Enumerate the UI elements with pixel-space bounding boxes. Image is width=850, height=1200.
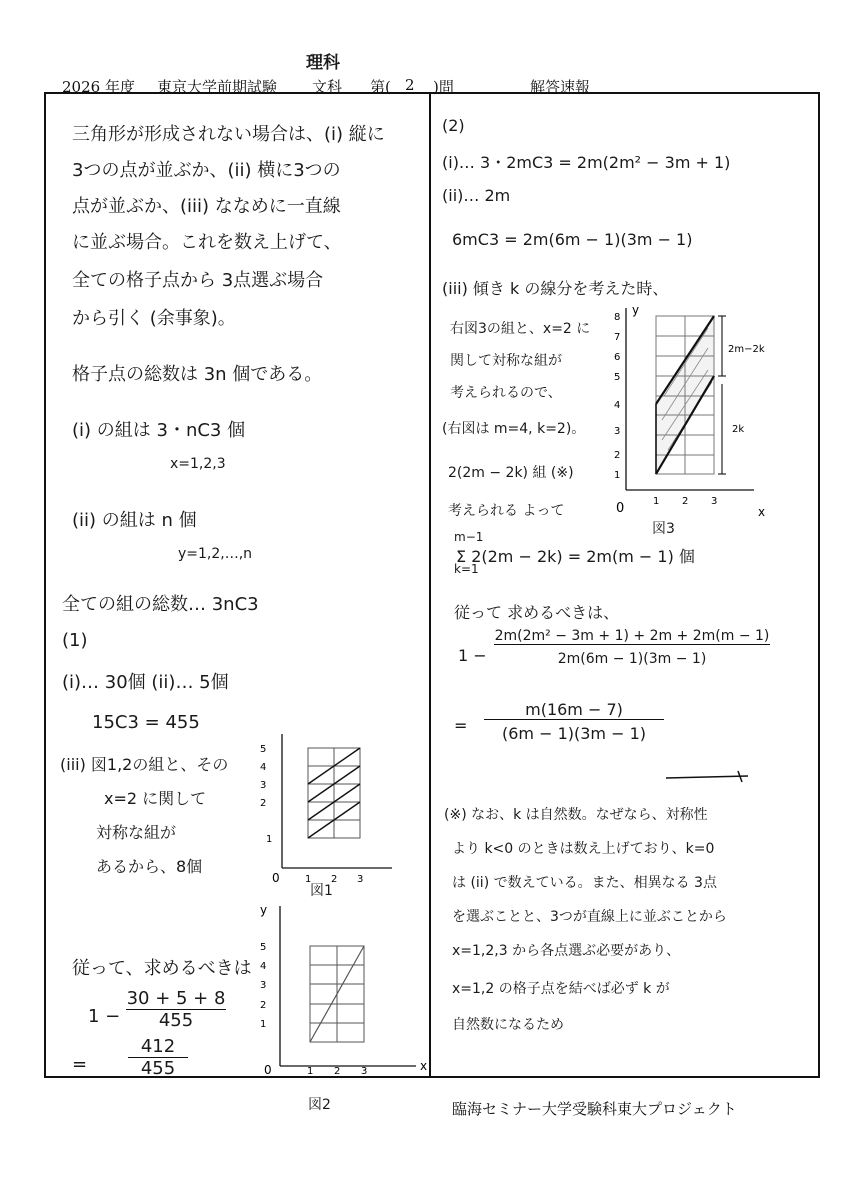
left-conclusion: 従って、求めるべきは (72, 958, 252, 979)
sum-upper-limit: m−1 (454, 530, 484, 544)
fig2-ytick-2: 2 (260, 1000, 267, 1011)
end-mark (664, 770, 754, 784)
left-expr-one: 1 − (88, 1006, 121, 1027)
case-ii: (ii) の組は n 個 (72, 510, 197, 531)
fig1-ytick-3: 3 (260, 780, 267, 791)
fig3-ytick-2: 2 (614, 450, 621, 461)
left-answer-fraction (128, 1036, 188, 1079)
right-answer-fraction (484, 700, 664, 743)
case-ii-note: y=1,2,…,n (178, 546, 253, 562)
sum-lower-limit: k=1 (454, 562, 479, 576)
left-expr-numerator: 30 + 5 + 8 (126, 988, 226, 1009)
fig3-brackets (718, 316, 726, 474)
note-line-5: x=1,2,3 から各点選ぶ必要があり、 (452, 943, 681, 959)
part1-iii-3: 対称な組が (96, 823, 177, 842)
fig1-xtick-3: 3 (357, 874, 364, 885)
fig3-ytick-8: 8 (614, 312, 621, 323)
case-i: (i) の組は 3・nC3 個 (72, 420, 246, 441)
question-suffix: )問 (433, 78, 454, 96)
part1-total: 15C3 = 455 (92, 712, 200, 733)
fig3-text-4: (右図は m=4, k=2)。 (442, 421, 586, 437)
fig3-xtick-2: 2 (682, 496, 689, 507)
fig3-text-6: 考えられる よって (448, 503, 565, 519)
question-number: 2 (405, 76, 415, 94)
fig3-ytick-1: 1 (614, 470, 621, 481)
part1-iii-2: x=2 に関して (104, 789, 207, 808)
right-answer-numerator: m(16m − 7) (525, 700, 623, 719)
note-line-2: より k<0 のときは数え上げており、k=0 (452, 841, 715, 857)
fig3-ytick-6: 6 (614, 352, 621, 363)
total-points: 格子点の総数は 3n 個である。 (72, 364, 323, 385)
fig3-text-3: 考えられるので、 (450, 385, 562, 401)
left-answer-denominator: 455 (128, 1057, 188, 1079)
fig1-ytick-4: 4 (260, 762, 267, 773)
question-prefix: 第( (370, 78, 391, 96)
intro-line-1: 三角形が形成されない場合は、(i) 縦に (72, 124, 385, 145)
footer-credit: 臨海セミナー大学受験科東大プロジェクト (452, 1100, 737, 1118)
note-line-7: 自然数になるため (452, 1017, 564, 1033)
intro-line-3: 点が並ぶか、(iii) ななめに一直線 (72, 196, 341, 217)
intro-line-6: から引く (余事象)。 (72, 308, 236, 329)
right-expr-numerator: 2m(2m² − 3m + 1) + 2m + 2m(m − 1) (494, 628, 770, 644)
fig3-text-5: 2(2m − 2k) 組 (※) (448, 465, 574, 481)
note-line-4: を選ぶことと、3つが直線上に並ぶことから (452, 909, 727, 925)
part2-line-ii: (ii)… 2m (442, 186, 511, 205)
fig2-origin: 0 (264, 1063, 272, 1077)
left-expr-denominator: 455 (126, 1009, 226, 1031)
left-expr-fraction (126, 988, 226, 1031)
right-expr-denominator: 2m(6m − 1)(3m − 1) (494, 644, 770, 667)
fig3-text-2: 関して対称な組が (450, 353, 562, 369)
part2-line-iii: (iii) 傾き k の線分を考えた時、 (442, 279, 669, 298)
part2-label: (2) (442, 116, 465, 135)
sum-expression: Σ 2(2m − 2k) = 2m(m − 1) 個 (456, 547, 695, 566)
fig2-ytick-1: 1 (260, 1019, 267, 1030)
fig1-xtick-1: 1 (305, 874, 312, 885)
fig2-caption: 図2 (308, 1097, 331, 1113)
left-eq: = (72, 1054, 88, 1075)
intro-line-5: 全ての格子点から 3点選ぶ場合 (72, 270, 324, 291)
note-line-1: (※) なお、k は自然数。なぜなら、対称性 (444, 807, 708, 823)
fig3-caption: 図3 (652, 521, 675, 537)
part2-line-total: 6mC3 = 2m(6m − 1)(3m − 1) (452, 230, 693, 249)
exam-year: 2026 年度 (62, 78, 135, 96)
part1-counts: (i)… 30個 (ii)… 5個 (62, 672, 229, 693)
fig2-y-label: y (260, 903, 268, 917)
part1-iii-1: (iii) 図1,2の組と、その (60, 755, 229, 774)
fig1-ytick-1: 1 (266, 834, 273, 845)
fig1-ytick-5: 5 (260, 744, 267, 755)
fig1-caption: 図1 (310, 883, 333, 899)
left-answer-numerator: 412 (140, 1036, 176, 1057)
fig3-ytick-3: 3 (614, 426, 621, 437)
fig2-ytick-3: 3 (260, 980, 267, 991)
fig3-y-label: y (632, 303, 640, 317)
fig3-ytick-4: 4 (614, 400, 621, 411)
fig3-origin: 0 (616, 501, 625, 516)
fig2-xtick-1: 1 (307, 1066, 314, 1077)
right-conclusion: 従って 求めるべきは、 (454, 603, 620, 622)
right-expr-one: 1 − (458, 646, 487, 665)
fig2-xtick-3: 3 (361, 1066, 368, 1077)
fig1-ytick-2: 2 (260, 798, 267, 809)
exam-course: 文科 (312, 78, 343, 96)
right-expr-fraction (494, 628, 770, 667)
fig1-grid (308, 748, 360, 838)
fig3-x-label: x (758, 505, 766, 519)
fig3-xtick-1: 1 (653, 496, 660, 507)
fig3-text-1: 右図3の組と、x=2 に (450, 321, 591, 337)
figure-2 (252, 898, 432, 1078)
figure-3 (604, 300, 816, 535)
fig2-x-label: x (420, 1059, 428, 1073)
fig2-ytick-4: 4 (260, 961, 267, 972)
fig2-xtick-2: 2 (334, 1066, 341, 1077)
fig3-label-bottom: 2k (732, 424, 745, 435)
exam-name: 東京大学前期試験 (157, 78, 278, 96)
fig1-xtick-2: 2 (331, 874, 338, 885)
subject-label: 理科 (306, 53, 340, 73)
note-line-6: x=1,2 の格子点を結べば必ず k が (452, 981, 670, 997)
case-i-note: x=1,2,3 (170, 456, 226, 472)
fig3-xtick-3: 3 (711, 496, 718, 507)
part1-label: (1) (62, 630, 88, 651)
note-line-3: は (ii) で数えている。また、相異なる 3点 (452, 875, 717, 891)
right-answer-denominator: (6m − 1)(3m − 1) (484, 719, 664, 743)
all-sets: 全ての組の総数… 3nC3 (62, 594, 259, 615)
part2-line-i: (i)… 3・2mC3 = 2m(2m² − 3m + 1) (442, 153, 731, 172)
right-eq: = (454, 716, 468, 735)
fig3-ytick-5: 5 (614, 372, 621, 383)
fig3-label-top: 2m−2k (728, 344, 765, 355)
fig1-origin: 0 (272, 871, 280, 885)
report-label: 解答速報 (530, 78, 591, 96)
figure-1 (252, 728, 402, 893)
fig2-ytick-5: 5 (260, 942, 267, 953)
fig3-ytick-7: 7 (614, 332, 621, 343)
part1-iii-4: あるから、8個 (96, 857, 203, 876)
intro-line-2: 3つの点が並ぶか、(ii) 横に3つの (72, 160, 341, 181)
intro-line-4: に並ぶ場合。これを数え上げて、 (72, 232, 342, 253)
